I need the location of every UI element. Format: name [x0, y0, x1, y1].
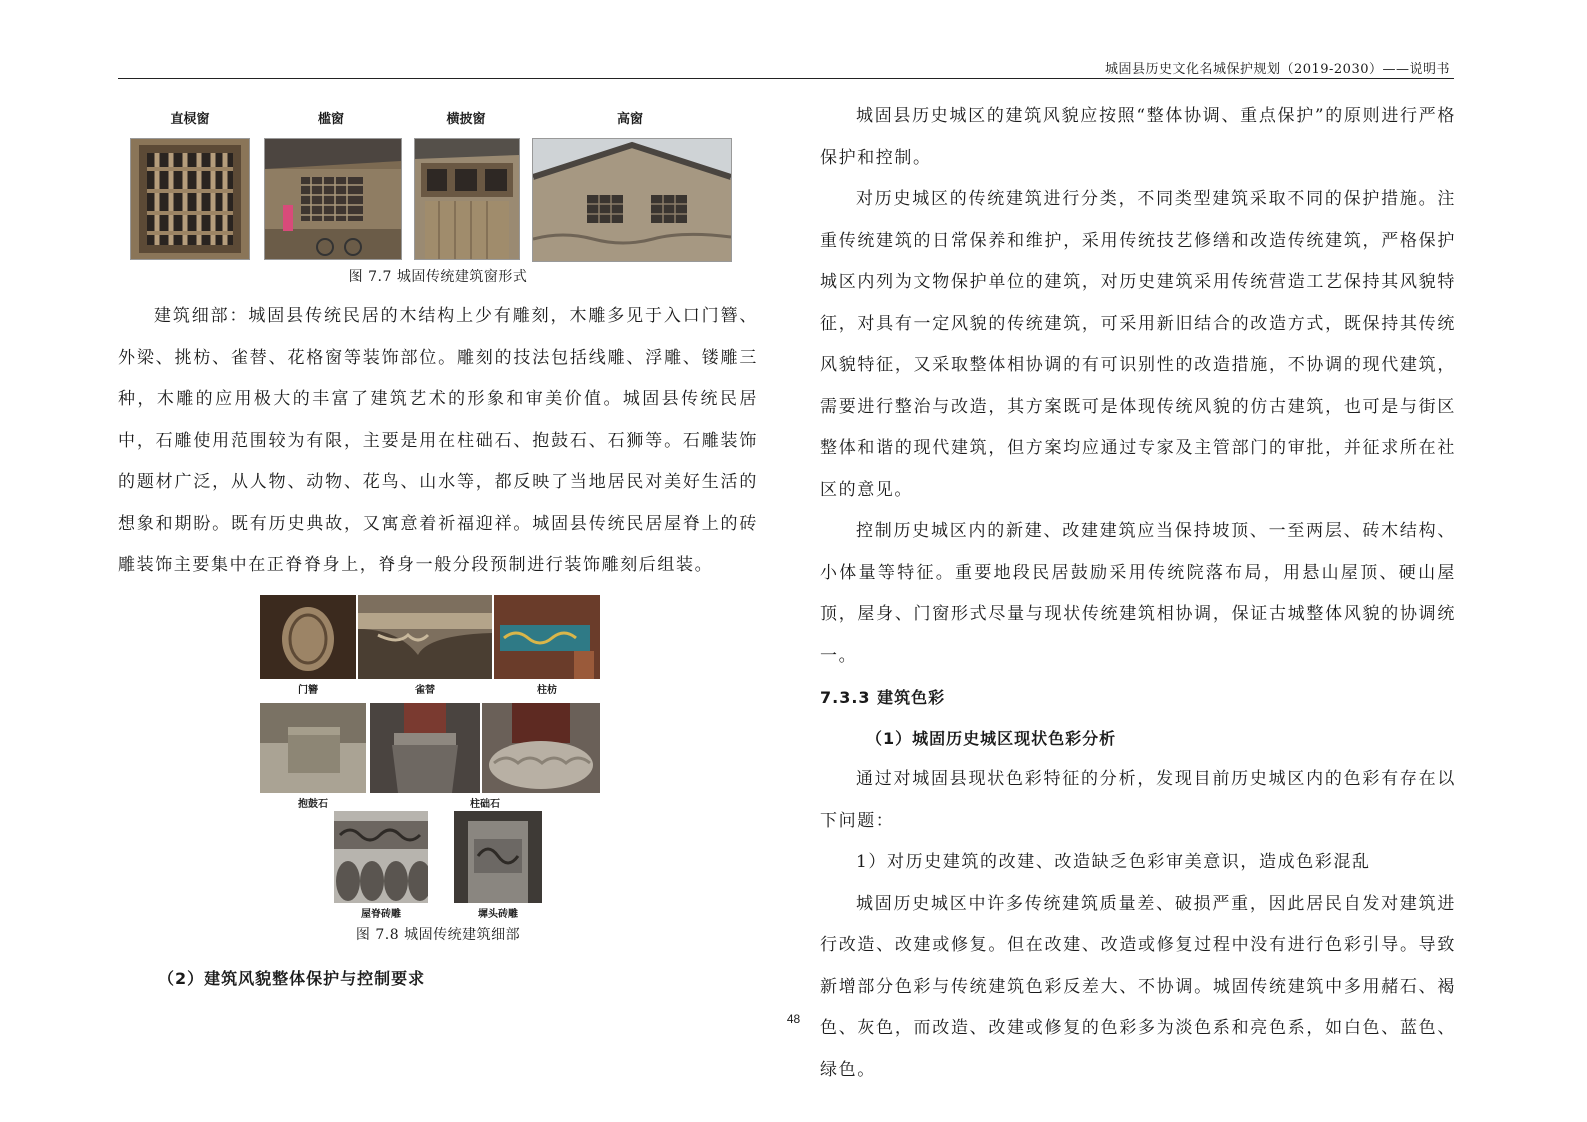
- document-title: 城固县历史文化名城保护规划（2019-2030）——说明书: [1104, 62, 1450, 77]
- label-zhuchushi: 柱础石: [470, 798, 500, 810]
- photo-ridge-brick-carving: [334, 811, 428, 903]
- label-zhufang: 柱枋: [537, 684, 557, 696]
- label-menzan: 门簪: [298, 684, 318, 696]
- section-heading-733: 7.3.3 建筑色彩: [820, 688, 946, 707]
- photo-zhuchushi-2: [482, 703, 600, 793]
- figure-7-8: [118, 595, 758, 940]
- list-item-1: 1）对历史建筑的改建、改造缺乏色彩审美意识，造成色彩混乱: [856, 852, 1371, 872]
- photo-transom-window: [414, 138, 520, 260]
- figure-7-7: [118, 108, 758, 260]
- left-column: [118, 108, 758, 999]
- label-kanchuang: 槛窗: [317, 112, 344, 127]
- label-zhilingchuang: 直棂窗: [170, 112, 210, 127]
- page-number: 48: [786, 1012, 801, 1026]
- photo-zhuchushi-1: [370, 703, 480, 793]
- figure-7-8-caption: 图 7.8 城固传统建筑细部: [355, 926, 521, 943]
- paragraph-classification: 对历史城区的传统建筑进行分类，不同类型建筑采取不同的保护措施。注重传统建筑的日常保养和维护，采用传统技艺修缮和改造传统建筑，严格保护城区内列为文物保护单位的建筑，对历史建筑采用传统营造工艺保持其风貌特征，对具有一定风貌的传统建筑，可采用新旧结合的改造方式，既保持其传统风貌特征，又采取整体相协调的有可识别性的改造措施，不协调的现代建筑，需要进行整治与改造，其方案既可是体现传统风貌的仿古建筑，也可是与街区整体和谐的现代建筑，但方案均应通过专家及主管部门的审批，并征求所在社区的意见。: [820, 189, 1456, 500]
- photo-zhufang: [494, 595, 600, 679]
- photo-baogushi: [260, 703, 366, 793]
- figure-7-7-caption: 图 7.7 城固传统建筑窗形式: [348, 269, 528, 285]
- page-header: [118, 52, 1454, 79]
- photo-qitou-brick-carving: [454, 811, 542, 903]
- right-column: [820, 96, 1456, 1091]
- subsection-heading-1: （1）城固历史城区现状色彩分析: [866, 729, 1117, 748]
- label-qitou-brick-carving: 墀头砖雕: [478, 908, 518, 920]
- paragraph-overall-principle: 城固县历史城区的建筑风貌应按照“整体协调、重点保护”的原则进行严格保护和控制。: [820, 106, 1456, 168]
- photo-high-window: [532, 138, 732, 262]
- photo-queti: [358, 595, 492, 679]
- paragraph-new-construction: 控制历史城区内的新建、改建建筑应当保持坡顶、一至两层、砖木结构、小体量等特征。重要地段民居鼓励采用传统院落布局，用悬山屋顶、硬山屋顶，屋身、门窗形式尽量与现状传统建筑相协调，保证古城整体风貌的协调统一。: [820, 521, 1456, 666]
- label-ridge-brick-carving: 屋脊砖雕: [361, 908, 401, 920]
- label-queti: 雀替: [415, 684, 435, 696]
- label-hengpichuang: 横披窗: [446, 112, 486, 127]
- label-baogushi: 抱鼓石: [298, 798, 328, 810]
- photo-menzan: [260, 595, 356, 679]
- photo-lattice-window: [130, 138, 250, 260]
- section-heading-2: （2）建筑风貌整体保护与控制要求: [158, 968, 426, 988]
- paragraph-color-analysis: 通过对城固县现状色彩特征的分析，发现目前历史城区内的色彩有存在以下问题：: [820, 769, 1456, 831]
- paragraph-color-problems: 城固历史城区中许多传统建筑质量差、破损严重，因此居民自发对建筑进行改造、改建或修复。但在改建、改造或修复过程中没有进行色彩引导。导致新增部分色彩与传统建筑色彩反差大、不协调。城固传统建筑中多用赭石、褐色、灰色，而改造、改建或修复的色彩多为淡色系和亮色系，如白色、蓝色、绿色。: [820, 893, 1456, 1080]
- label-gaochuang: 高窗: [616, 112, 643, 127]
- paragraph-building-details: 建筑细部：城固县传统民居的木结构上少有雕刻，木雕多见于入口门簪、外梁、挑枋、雀替、花格窗等装饰部位。雕刻的技法包括线雕、浮雕、镂雕三种，木雕的应用极大的丰富了建筑艺术的形象和审美价值。城固县传统民居中，石雕使用范围较为有限，主要是用在柱础石、抱鼓石、石狮等。石雕装饰的题材广泛，从人物、动物、花鸟、山水等，都反映了当地居民对美好生活的想象和期盼。既有历史典故，又寓意着祈福迎祥。城固县传统民居屋脊上的砖雕装饰主要集中在正脊脊身上，脊身一般分段预制进行装饰雕刻后组装。: [118, 306, 758, 575]
- photo-sill-window: [264, 138, 402, 260]
